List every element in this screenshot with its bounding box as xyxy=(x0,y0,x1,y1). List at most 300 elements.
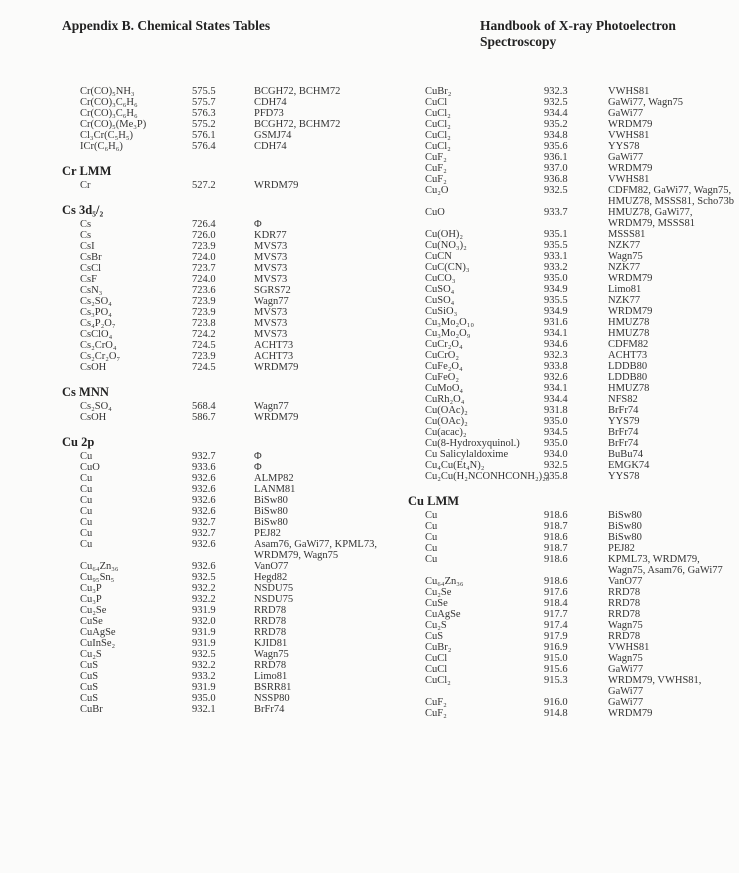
compound-cell: Cu₉₅Sn₅ xyxy=(80,572,115,583)
table-row xyxy=(408,416,739,427)
compound-cell: Cu xyxy=(80,528,93,539)
binding-energy-cell: 917.4 xyxy=(544,620,568,631)
compound-cell: CsBr xyxy=(80,252,102,263)
binding-energy-cell: 724.5 xyxy=(192,362,216,373)
binding-energy-cell: 932.7 xyxy=(192,451,216,462)
reference-cell: ACHT73 xyxy=(254,340,294,351)
compound-cell: CuF₂ xyxy=(425,174,447,185)
reference-cell: KPML73, WRDM79, Wagn75, Asam76, GaWi77 xyxy=(608,554,723,576)
compound-cell: CuMoO₄ xyxy=(425,383,464,394)
reference-cell: RRD78 xyxy=(254,616,287,627)
table-row xyxy=(62,605,382,616)
reference-cell: CDH74 xyxy=(254,97,287,108)
compound-cell: Cs₄P₂O₇ xyxy=(80,318,116,329)
right-column xyxy=(408,86,739,729)
binding-energy-cell: 724.0 xyxy=(192,252,216,263)
reference-cell: BrFr74 xyxy=(608,438,639,449)
table-row xyxy=(408,108,739,119)
reference-cell: NFS82 xyxy=(608,394,638,405)
compound-cell: Cu xyxy=(425,532,438,543)
table-row xyxy=(408,543,739,554)
reference-cell: BCGH72, BCHM72 xyxy=(254,86,341,97)
section-title: Cs MNN xyxy=(62,385,109,399)
reference-cell: Wagn77 xyxy=(254,296,289,307)
compound-cell: Cu xyxy=(80,484,93,495)
compound-cell: CuO xyxy=(80,462,100,473)
table-row xyxy=(408,97,739,108)
binding-energy-cell: 527.2 xyxy=(192,180,216,191)
reference-cell: Wagn75 xyxy=(608,653,643,664)
compound-cell: CuS xyxy=(80,682,99,693)
table-row xyxy=(62,86,382,97)
compound-cell: CuSO₄ xyxy=(425,295,455,306)
binding-energy-cell: 934.0 xyxy=(544,449,568,460)
table-row xyxy=(62,130,382,141)
table-row xyxy=(408,394,739,405)
table-row xyxy=(62,274,382,285)
compound-cell: Cu(NO₃)₂ xyxy=(425,240,467,251)
binding-energy-cell: 726.0 xyxy=(192,230,216,241)
compound-cell: Cr(CO)₅NH₃ xyxy=(80,86,135,97)
section-title: Cr LMM xyxy=(62,164,112,178)
binding-energy-cell: 932.2 xyxy=(192,660,216,671)
compound-cell: CuBr₂ xyxy=(425,642,452,653)
reference-cell: ALMP82 xyxy=(254,473,294,484)
compound-cell: CuO xyxy=(425,207,445,218)
binding-energy-cell: 916.0 xyxy=(544,697,568,708)
compound-cell: CuInSe₂ xyxy=(80,638,116,649)
table-row xyxy=(408,163,739,174)
reference-cell: NZK77 xyxy=(608,240,641,251)
reference-cell: ACHT73 xyxy=(608,350,648,361)
reference-cell: MVS73 xyxy=(254,252,288,263)
section-title: Cs 3d₅/₂ xyxy=(62,203,104,217)
reference-cell: YYS78 xyxy=(608,471,640,482)
compound-cell: Cu(OAc)₂ xyxy=(425,405,468,416)
reference-cell: MSSS81 xyxy=(608,229,646,240)
reference-cell: BrFr74 xyxy=(608,405,639,416)
table-row xyxy=(408,229,739,240)
compound-cell: CsI xyxy=(80,241,95,252)
compound-cell: CuF₂ xyxy=(425,697,447,708)
compound-cell: Cs₂CrO₄ xyxy=(80,340,117,351)
table-row xyxy=(62,451,382,462)
table-row xyxy=(62,561,382,572)
table-row xyxy=(62,241,382,252)
table-row xyxy=(408,620,739,631)
compound-cell: Cs₃PO₄ xyxy=(80,307,112,318)
binding-energy-cell: 575.7 xyxy=(192,97,216,108)
compound-cell: Cs₂Cr₂O₇ xyxy=(80,351,121,362)
reference-cell: VanO77 xyxy=(608,576,643,587)
binding-energy-cell: 935.0 xyxy=(544,438,568,449)
binding-energy-cell: 936.1 xyxy=(544,152,568,163)
compound-cell: Cr(CO)₃C₆H₆ xyxy=(80,108,138,119)
table-row xyxy=(62,412,382,423)
reference-cell: EMGK74 xyxy=(608,460,650,471)
reference-cell: GaWi77 xyxy=(608,152,644,163)
binding-energy-cell: 915.3 xyxy=(544,675,568,686)
table-row xyxy=(408,427,739,438)
table-row xyxy=(408,664,739,675)
compound-cell: Cu₃Mo₂O₁₀ xyxy=(425,317,475,328)
compound-cell: CuCl₂ xyxy=(425,141,451,152)
binding-energy-cell: 575.5 xyxy=(192,86,216,97)
table-row xyxy=(408,130,739,141)
table-row xyxy=(408,405,739,416)
table-row xyxy=(62,616,382,627)
reference-cell: BrFr74 xyxy=(608,427,639,438)
binding-energy-cell: 933.8 xyxy=(544,361,568,372)
binding-energy-cell: 932.6 xyxy=(192,495,216,506)
binding-energy-cell: 932.5 xyxy=(192,572,216,583)
reference-cell: BCGH72, BCHM72 xyxy=(254,119,341,130)
reference-cell: GaWi77, Wagn75 xyxy=(608,97,683,108)
compound-cell: CuCr₂O₄ xyxy=(425,339,463,350)
reference-cell: VWHS81 xyxy=(608,642,650,653)
table-row xyxy=(62,97,382,108)
reference-cell: Limo81 xyxy=(254,671,288,682)
table-row xyxy=(62,473,382,484)
reference-cell: BiSw80 xyxy=(608,521,642,532)
reference-cell: BiSw80 xyxy=(254,517,288,528)
binding-energy-cell: 934.1 xyxy=(544,383,568,394)
reference-cell: WRDM79, VWHS81, GaWi77 xyxy=(608,675,702,697)
table-row xyxy=(408,587,739,598)
binding-energy-cell: 935.1 xyxy=(544,229,568,240)
compound-cell: Cu Salicylaldoxime xyxy=(425,449,509,460)
compound-cell: CsN₃ xyxy=(80,285,103,296)
binding-energy-cell: 932.5 xyxy=(192,649,216,660)
reference-cell: WRDM79 xyxy=(608,708,653,719)
compound-cell: CuSiO₃ xyxy=(425,306,458,317)
table-row xyxy=(408,262,739,273)
compound-cell: Cs xyxy=(80,230,92,241)
binding-energy-cell: 723.9 xyxy=(192,307,216,318)
table-row xyxy=(408,251,739,262)
reference-cell: PFD73 xyxy=(254,108,284,119)
table-row xyxy=(408,471,739,482)
binding-energy-cell: 932.6 xyxy=(192,539,216,550)
compound-cell: Cu₆₄Zn₃₆ xyxy=(425,576,464,587)
table-row xyxy=(408,306,739,317)
binding-energy-cell: 933.1 xyxy=(544,251,568,262)
compound-cell: Cu xyxy=(425,554,438,565)
reference-cell: NSDU75 xyxy=(254,594,294,605)
binding-energy-cell: 932.7 xyxy=(192,517,216,528)
reference-cell: WRDM79 xyxy=(608,273,653,284)
table-row xyxy=(408,185,739,207)
table-row xyxy=(62,517,382,528)
reference-cell: HMUZ78, GaWi77, WRDM79, MSSS81 xyxy=(608,207,695,229)
reference-cell: KJID81 xyxy=(254,638,288,649)
binding-energy-cell: 934.1 xyxy=(544,328,568,339)
compound-cell: CsOH xyxy=(80,362,107,373)
table-row xyxy=(408,510,739,521)
compound-cell: Cu(8-Hydroxyquinol.) xyxy=(425,438,520,449)
table-row xyxy=(62,539,382,561)
binding-energy-cell: 932.6 xyxy=(192,473,216,484)
table-row xyxy=(408,328,739,339)
table-row xyxy=(408,152,739,163)
compound-cell: Cu₃P xyxy=(80,583,102,594)
table-row xyxy=(408,631,739,642)
table-row xyxy=(62,296,382,307)
reference-cell: Wagn77 xyxy=(254,401,289,412)
reference-cell: VanO77 xyxy=(254,561,289,572)
binding-energy-cell: 932.6 xyxy=(544,372,568,383)
table-row xyxy=(408,339,739,350)
reference-cell: WRDM79 xyxy=(254,180,299,191)
compound-cell: CuS xyxy=(425,631,444,642)
binding-energy-cell: 934.9 xyxy=(544,306,568,317)
reference-cell: YYS78 xyxy=(608,141,640,152)
binding-energy-cell: 723.7 xyxy=(192,263,216,274)
binding-energy-cell: 932.3 xyxy=(544,86,568,97)
compound-cell: Cu xyxy=(425,510,438,521)
binding-energy-cell: 914.8 xyxy=(544,708,568,719)
table-row xyxy=(408,642,739,653)
table-row xyxy=(408,372,739,383)
table-row xyxy=(62,462,382,473)
compound-cell: CuCN xyxy=(425,251,452,262)
reference-cell: RRD78 xyxy=(608,598,641,609)
binding-energy-cell: 918.4 xyxy=(544,598,568,609)
binding-energy-cell: 933.2 xyxy=(544,262,568,273)
compound-cell: CuCO₃ xyxy=(425,273,456,284)
compound-cell: CuC(CN)₃ xyxy=(425,262,470,273)
reference-cell: RRD78 xyxy=(254,660,287,671)
reference-cell: GaWi77 xyxy=(608,108,644,119)
binding-energy-cell: 931.6 xyxy=(544,317,568,328)
reference-cell: LANM81 xyxy=(254,484,296,495)
compound-cell: Cl₃Cr(C₅H₅) xyxy=(80,130,133,141)
table-row xyxy=(408,521,739,532)
page-header-left: Appendix B. Chemical States Tables xyxy=(62,18,271,33)
table-row xyxy=(408,86,739,97)
compound-cell: Cu(OAc)₂ xyxy=(425,416,468,427)
reference-cell: Wagn75 xyxy=(254,649,289,660)
compound-cell: CuRh₂O₄ xyxy=(425,394,465,405)
reference-cell: BiSw80 xyxy=(254,506,288,517)
reference-cell: RRD78 xyxy=(608,609,641,620)
compound-cell: CsClO₄ xyxy=(80,329,113,340)
binding-energy-cell: 932.0 xyxy=(192,616,216,627)
table-row xyxy=(62,671,382,682)
reference-cell: BrFr74 xyxy=(254,704,285,715)
compound-cell: Cu₂S xyxy=(80,649,102,660)
reference-cell: HMUZ78 xyxy=(608,328,650,339)
binding-energy-cell: 935.5 xyxy=(544,240,568,251)
compound-cell: CsOH xyxy=(80,412,107,423)
compound-cell: Cu xyxy=(80,517,93,528)
compound-cell: Cu(OH)₂ xyxy=(425,229,464,240)
compound-cell: CuSe xyxy=(80,616,103,627)
reference-cell: WRDM79 xyxy=(608,119,653,130)
reference-cell: Wagn75 xyxy=(608,620,643,631)
compound-cell: Cu₂Cu(H₂NCONHCONH₂)₂₀ xyxy=(425,471,550,482)
compound-cell: Cu(acac)₂ xyxy=(425,427,467,438)
compound-cell: CuCl xyxy=(425,653,448,664)
reference-cell: Φ xyxy=(254,462,262,473)
table-row xyxy=(408,653,739,664)
binding-energy-cell: 918.6 xyxy=(544,576,568,587)
binding-energy-cell: 932.2 xyxy=(192,583,216,594)
table-row xyxy=(408,438,739,449)
binding-energy-cell: 934.5 xyxy=(544,427,568,438)
table-row xyxy=(62,682,382,693)
section-title: Cu 2p xyxy=(62,435,95,449)
compound-cell: ICr(C₆H₆) xyxy=(80,141,123,152)
reference-cell: GSMJ74 xyxy=(254,130,292,141)
binding-energy-cell: 933.6 xyxy=(192,462,216,473)
table-row xyxy=(62,649,382,660)
table-row xyxy=(62,318,382,329)
binding-energy-cell: 937.0 xyxy=(544,163,568,174)
table-row xyxy=(408,295,739,306)
reference-cell: ACHT73 xyxy=(254,351,294,362)
compound-cell: CuCl₂ xyxy=(425,119,451,130)
table-section xyxy=(62,162,382,191)
compound-cell: CsCl xyxy=(80,263,102,274)
binding-energy-cell: 934.9 xyxy=(544,284,568,295)
reference-cell: CDH74 xyxy=(254,141,287,152)
compound-cell: CuBr₂ xyxy=(425,86,452,97)
compound-cell: Cu xyxy=(80,495,93,506)
binding-energy-cell: 723.9 xyxy=(192,241,216,252)
table-section xyxy=(62,383,382,423)
table-section xyxy=(62,201,382,373)
reference-cell: WRDM79 xyxy=(254,412,299,423)
table-row xyxy=(408,174,739,185)
compound-cell: CuAgSe xyxy=(425,609,461,620)
compound-cell: Cs xyxy=(80,219,92,230)
reference-cell: NZK77 xyxy=(608,262,641,273)
compound-cell: Cr(CO)₅(Me₃P) xyxy=(80,119,147,130)
left-column xyxy=(62,86,382,725)
compound-cell: Cs₂SO₄ xyxy=(80,296,112,307)
reference-cell: RRD78 xyxy=(254,627,287,638)
reference-cell: HMUZ78 xyxy=(608,317,650,328)
binding-energy-cell: 576.1 xyxy=(192,130,216,141)
compound-cell: CuF₂ xyxy=(425,152,447,163)
binding-energy-cell: 724.5 xyxy=(192,340,216,351)
binding-energy-cell: 934.6 xyxy=(544,339,568,350)
table-row xyxy=(62,638,382,649)
compound-cell: CuFeO₂ xyxy=(425,372,459,383)
table-row xyxy=(62,351,382,362)
binding-energy-cell: 931.9 xyxy=(192,627,216,638)
table-row xyxy=(408,449,739,460)
binding-energy-cell: 935.5 xyxy=(544,295,568,306)
reference-cell: RRD78 xyxy=(608,631,641,642)
table-row xyxy=(62,141,382,152)
reference-cell: CDFM82 xyxy=(608,339,649,350)
table-row xyxy=(408,240,739,251)
reference-cell: MVS73 xyxy=(254,307,288,318)
reference-cell: MVS73 xyxy=(254,241,288,252)
table-row xyxy=(62,119,382,130)
reference-cell: MVS73 xyxy=(254,329,288,340)
binding-energy-cell: 934.4 xyxy=(544,394,568,405)
table-row xyxy=(62,528,382,539)
binding-energy-cell: 723.9 xyxy=(192,351,216,362)
binding-energy-cell: 932.5 xyxy=(544,460,568,471)
table-row xyxy=(408,350,739,361)
binding-energy-cell: 918.6 xyxy=(544,510,568,521)
reference-cell: Hegd82 xyxy=(254,572,288,583)
compound-cell: Cs₂SO₄ xyxy=(80,401,112,412)
table-row xyxy=(408,317,739,328)
table-section xyxy=(62,433,382,715)
reference-cell: VWHS81 xyxy=(608,86,650,97)
binding-energy-cell: 932.5 xyxy=(544,97,568,108)
table-row xyxy=(408,554,739,576)
compound-cell: Cu₃Mo₂O₉ xyxy=(425,328,471,339)
reference-cell: YYS79 xyxy=(608,416,640,427)
table-row xyxy=(62,329,382,340)
table-row xyxy=(62,594,382,605)
binding-energy-cell: 917.7 xyxy=(544,609,568,620)
reference-cell: BiSw80 xyxy=(608,510,642,521)
compound-cell: CuS xyxy=(80,671,99,682)
table-row xyxy=(62,307,382,318)
binding-energy-cell: 918.6 xyxy=(544,554,568,565)
reference-cell: Φ xyxy=(254,219,262,230)
table-row xyxy=(408,598,739,609)
section-title: Cu LMM xyxy=(408,494,460,508)
table-section xyxy=(62,86,382,152)
compound-cell: CuF₂ xyxy=(425,708,447,719)
compound-cell: Cu₂S xyxy=(425,620,447,631)
binding-energy-cell: 932.3 xyxy=(544,350,568,361)
binding-energy-cell: 586.7 xyxy=(192,412,216,423)
table-row xyxy=(62,180,382,191)
binding-energy-cell: 915.6 xyxy=(544,664,568,675)
binding-energy-cell: 935.6 xyxy=(544,141,568,152)
compound-cell: CuS xyxy=(80,660,99,671)
binding-energy-cell: 576.3 xyxy=(192,108,216,119)
table-row xyxy=(62,362,382,373)
compound-cell: Cu₃P xyxy=(80,594,102,605)
page-header-right: Handbook of X-ray Photoelectron Spectroscopy xyxy=(480,18,676,49)
binding-energy-cell: 935.0 xyxy=(544,273,568,284)
reference-cell: PEJ82 xyxy=(608,543,635,554)
reference-cell: VWHS81 xyxy=(608,130,650,141)
table-row xyxy=(62,627,382,638)
table-row xyxy=(62,704,382,715)
binding-energy-cell: 932.7 xyxy=(192,528,216,539)
binding-energy-cell: 932.6 xyxy=(192,484,216,495)
binding-energy-cell: 932.6 xyxy=(192,506,216,517)
binding-energy-cell: 935.2 xyxy=(544,119,568,130)
reference-cell: NSDU75 xyxy=(254,583,294,594)
table-row xyxy=(62,285,382,296)
binding-energy-cell: 917.9 xyxy=(544,631,568,642)
compound-cell: CuCl₂ xyxy=(425,675,451,686)
table-row xyxy=(62,583,382,594)
table-row xyxy=(408,609,739,620)
reference-cell: Φ xyxy=(254,451,262,462)
reference-cell: WRDM79 xyxy=(608,306,653,317)
reference-cell: Asam76, GaWi77, KPML73, WRDM79, Wagn75 xyxy=(254,539,377,561)
binding-energy-cell: 935.0 xyxy=(544,416,568,427)
reference-cell: GaWi77 xyxy=(608,697,644,708)
compound-cell: CuBr xyxy=(80,704,103,715)
table-row xyxy=(62,484,382,495)
binding-energy-cell: 932.6 xyxy=(192,561,216,572)
compound-cell: Cu xyxy=(80,506,93,517)
